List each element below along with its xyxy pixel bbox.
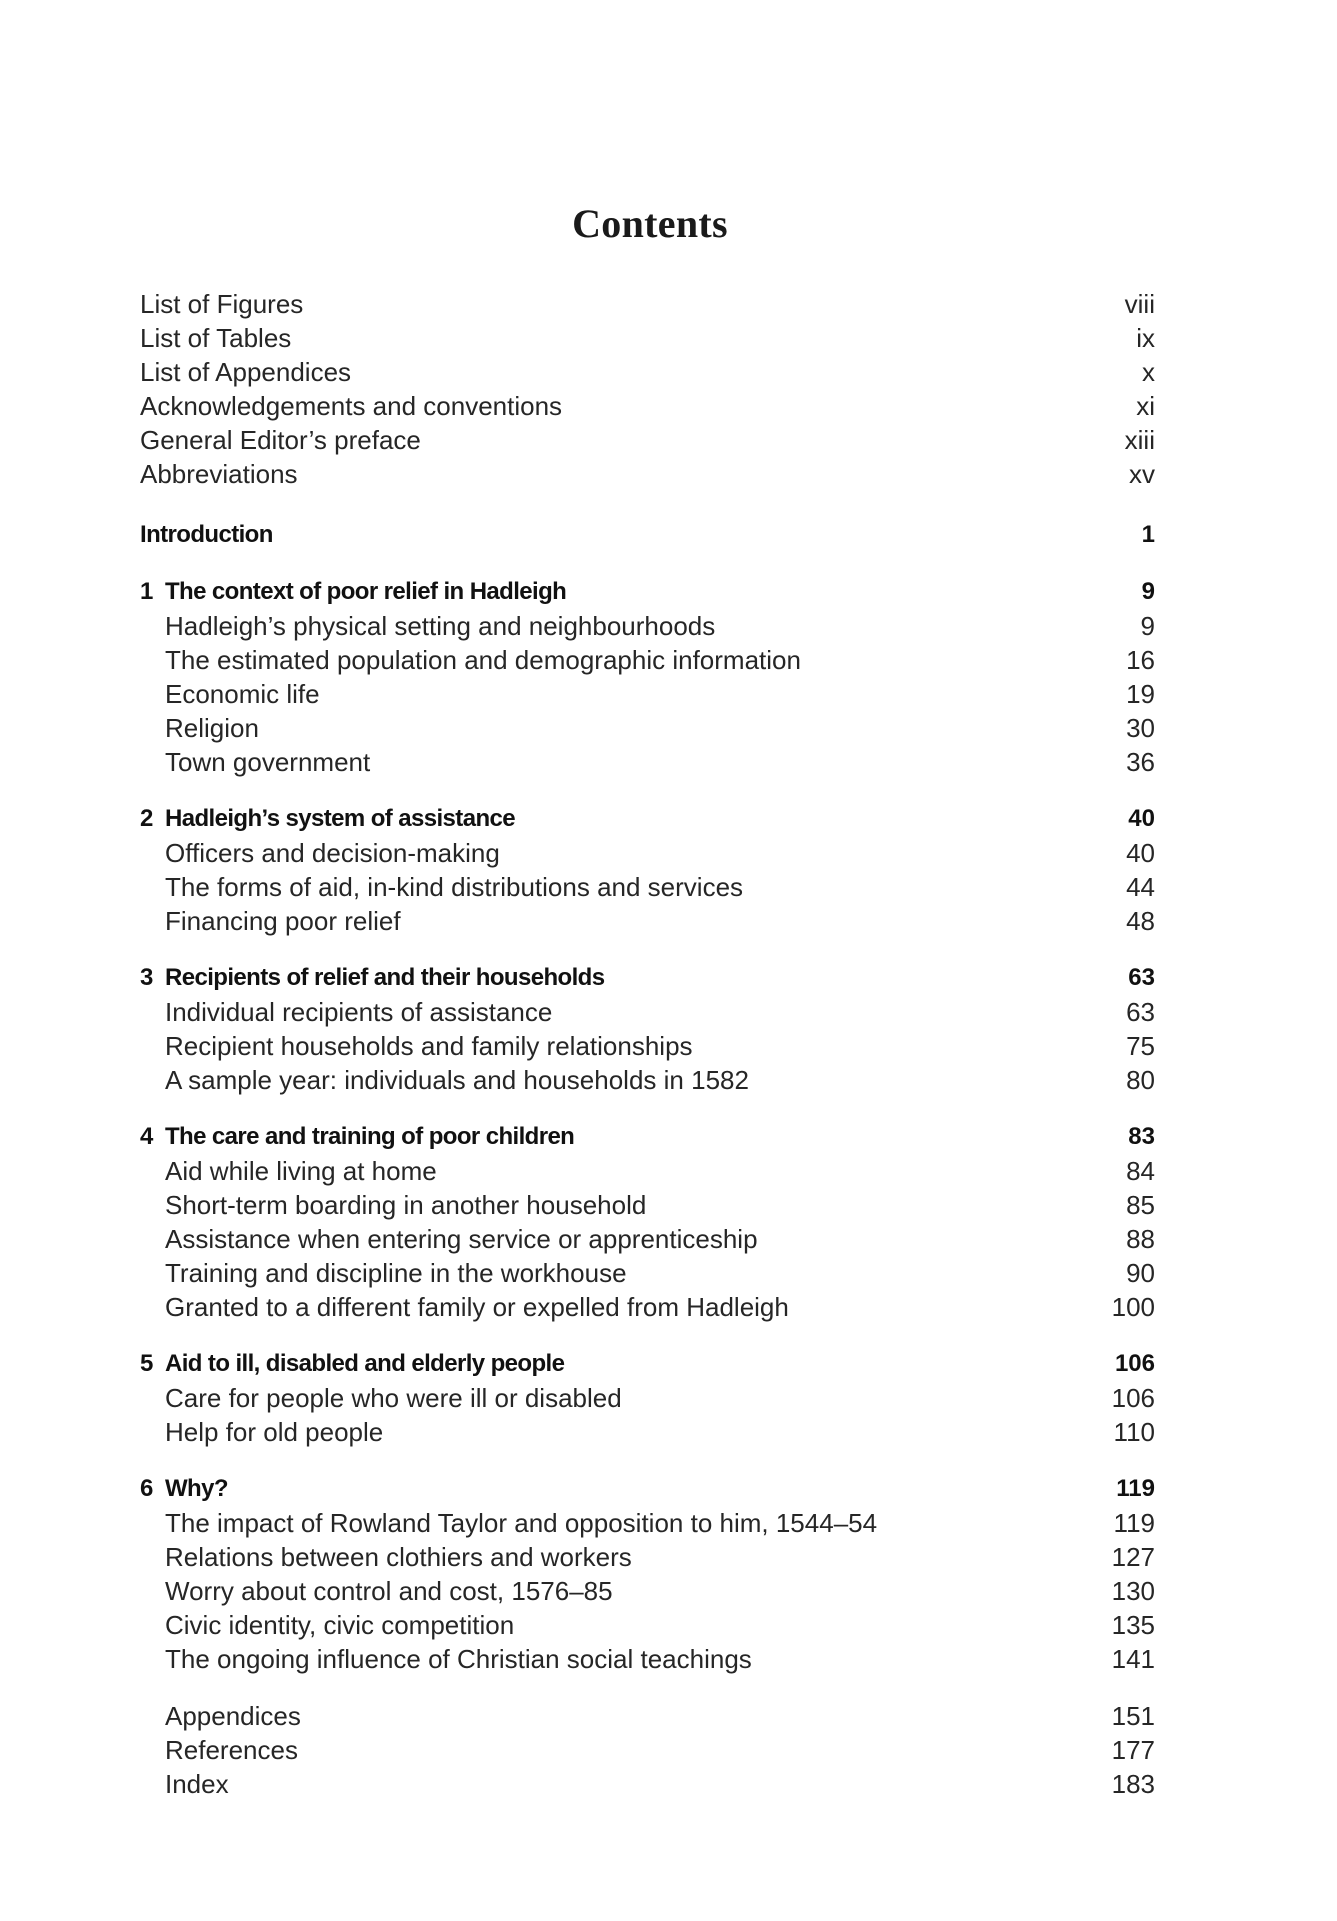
toc-section[interactable] [140, 1256, 1155, 1290]
toc-entry-label: Appendices [165, 1701, 301, 1731]
section-page: 75 [1126, 1031, 1155, 1061]
table-of-contents [140, 287, 1155, 1801]
section-title: Individual recipients of assistance [165, 997, 553, 1027]
toc-chapter-5[interactable] [140, 1347, 1155, 1381]
toc-section[interactable] [140, 677, 1155, 711]
toc-entry-label: List of Appendices [140, 357, 352, 387]
toc-entry-page: 183 [1111, 1769, 1155, 1799]
toc-section[interactable] [140, 1154, 1155, 1188]
section-title: Worry about control and cost, 1576–85 [165, 1576, 613, 1606]
section-title: Granted to a different family or expelled from Hadleigh [165, 1292, 789, 1322]
toc-section[interactable] [140, 1642, 1155, 1676]
toc-section[interactable] [140, 1222, 1155, 1256]
toc-entry-page: xv [1129, 459, 1155, 489]
chapter-title: The care and training of poor children [165, 1123, 575, 1150]
toc-entry-list-of-figures[interactable] [140, 287, 1155, 321]
toc-section[interactable] [140, 995, 1155, 1029]
chapter-number: 1 [140, 578, 153, 605]
chapter-page: 83 [1128, 1123, 1155, 1150]
section-spacer [140, 1324, 1155, 1347]
toc-section[interactable] [140, 1063, 1155, 1097]
toc-entry-appendices[interactable] [140, 1699, 1155, 1733]
chapter-number: 5 [140, 1350, 153, 1377]
toc-entry-page: 151 [1111, 1701, 1155, 1731]
toc-entry-list-of-tables[interactable] [140, 321, 1155, 355]
chapter-title: Recipients of relief and their households [165, 964, 605, 991]
section-page: 88 [1126, 1224, 1155, 1254]
toc-entry-references[interactable] [140, 1733, 1155, 1767]
chapter-number: 2 [140, 805, 153, 832]
section-title: Officers and decision-making [165, 838, 500, 868]
toc-chapter-1[interactable] [140, 575, 1155, 609]
section-page: 85 [1126, 1190, 1155, 1220]
chapter-title: Why? [165, 1475, 228, 1502]
section-page: 106 [1111, 1383, 1155, 1413]
section-page: 100 [1111, 1292, 1155, 1322]
toc-section[interactable] [140, 904, 1155, 938]
section-page: 30 [1126, 713, 1155, 743]
section-title: Civic identity, civic competition [165, 1610, 515, 1640]
section-title: Town government [165, 747, 371, 777]
section-title: Financing poor relief [165, 906, 401, 936]
chapter-page: 106 [1114, 1350, 1155, 1377]
section-title: The estimated population and demographic information [165, 645, 801, 675]
toc-section[interactable] [140, 1540, 1155, 1574]
section-page: 141 [1111, 1644, 1155, 1674]
chapter-title: Hadleigh’s system of assistance [165, 805, 516, 832]
toc-entry-label: General Editor’s preface [140, 425, 421, 455]
section-title: Assistance when entering service or apprenticeship [165, 1224, 758, 1254]
toc-entry-page: ix [1136, 323, 1155, 353]
section-title: Short-term boarding in another household [165, 1190, 647, 1220]
toc-section[interactable] [140, 745, 1155, 779]
chapter-title: Aid to ill, disabled and elderly people [165, 1350, 565, 1377]
toc-section[interactable] [140, 870, 1155, 904]
section-title: Economic life [165, 679, 320, 709]
section-spacer [140, 779, 1155, 802]
section-title: Hadleigh’s physical setting and neighbourhoods [165, 611, 716, 641]
toc-chapter-4[interactable] [140, 1120, 1155, 1154]
toc-section[interactable] [140, 1574, 1155, 1608]
toc-section[interactable] [140, 1029, 1155, 1063]
toc-entry-index[interactable] [140, 1767, 1155, 1801]
section-page: 130 [1111, 1576, 1155, 1606]
section-title: The forms of aid, in-kind distributions and services [165, 872, 744, 902]
section-spacer [140, 1449, 1155, 1472]
section-page: 80 [1126, 1065, 1155, 1095]
toc-entry-page: xiii [1124, 425, 1155, 455]
toc-entry-abbreviations[interactable] [140, 457, 1155, 491]
chapter-number: 3 [140, 964, 153, 991]
toc-section[interactable] [140, 711, 1155, 745]
toc-entry-label: List of Tables [140, 323, 292, 353]
toc-section[interactable] [140, 1506, 1155, 1540]
toc-entry-page: xi [1136, 391, 1155, 421]
toc-section[interactable] [140, 836, 1155, 870]
section-title: The impact of Rowland Taylor and opposition to him, 1544–54 [165, 1508, 878, 1538]
chapter-page: 119 [1116, 1475, 1155, 1502]
section-page: 127 [1111, 1542, 1155, 1572]
section-spacer [140, 1676, 1155, 1699]
section-page: 16 [1126, 645, 1155, 675]
toc-entry-label: List of Figures [140, 289, 304, 319]
toc-entry-label: Index [165, 1769, 229, 1799]
section-page: 19 [1126, 679, 1155, 709]
section-title: The ongoing influence of Christian social teachings [165, 1644, 752, 1674]
toc-section[interactable] [140, 1608, 1155, 1642]
toc-chapter-6[interactable] [140, 1472, 1155, 1506]
section-spacer [140, 1097, 1155, 1120]
section-page: 110 [1113, 1417, 1155, 1447]
toc-introduction[interactable] [140, 518, 1155, 552]
toc-entry-page: 177 [1111, 1735, 1155, 1765]
section-title: Training and discipline in the workhouse [165, 1258, 627, 1288]
section-page: 135 [1111, 1610, 1155, 1640]
section-title: Care for people who were ill or disabled [165, 1383, 622, 1413]
toc-section[interactable] [140, 1290, 1155, 1324]
section-spacer [140, 491, 1155, 518]
toc-chapter-3[interactable] [140, 961, 1155, 995]
section-page: 119 [1113, 1508, 1155, 1538]
toc-section[interactable] [140, 609, 1155, 643]
section-page: 63 [1126, 997, 1155, 1027]
section-title: Help for old people [165, 1417, 384, 1447]
toc-chapter-2[interactable] [140, 802, 1155, 836]
toc-section[interactable] [140, 643, 1155, 677]
toc-section[interactable] [140, 1381, 1155, 1415]
chapter-page: 63 [1128, 964, 1155, 991]
section-page: 90 [1126, 1258, 1155, 1288]
toc-section[interactable] [140, 1188, 1155, 1222]
section-title: Religion [165, 713, 259, 743]
section-page: 40 [1126, 838, 1155, 868]
chapter-page: 9 [1141, 578, 1155, 605]
toc-entry-label: Acknowledgements and conventions [140, 391, 563, 421]
toc-entry-general-editors-preface[interactable] [140, 423, 1155, 457]
section-spacer [140, 938, 1155, 961]
page-title: Contents [572, 201, 728, 246]
chapter-title: The context of poor relief in Hadleigh [165, 578, 567, 605]
section-page: 9 [1140, 611, 1155, 641]
toc-section[interactable] [140, 1415, 1155, 1449]
toc-entry-page: viii [1124, 289, 1155, 319]
chapter-page: 40 [1128, 805, 1155, 832]
toc-entry-acknowledgements[interactable] [140, 389, 1155, 423]
section-title: Aid while living at home [165, 1156, 437, 1186]
toc-entry-list-of-appendices[interactable] [140, 355, 1155, 389]
chapter-number: 4 [140, 1123, 153, 1150]
section-page: 48 [1126, 906, 1155, 936]
section-title: Relations between clothiers and workers [165, 1542, 632, 1572]
section-page: 84 [1126, 1156, 1155, 1186]
section-spacer [140, 552, 1155, 575]
toc-entry-page: x [1142, 357, 1155, 387]
toc-entry-label: Abbreviations [140, 459, 298, 489]
chapter-title: Introduction [140, 521, 273, 548]
section-title: Recipient households and family relationships [165, 1031, 693, 1061]
section-page: 44 [1126, 872, 1155, 902]
section-title: A sample year: individuals and households in 1582 [165, 1065, 749, 1095]
section-page: 36 [1126, 747, 1155, 777]
toc-entry-label: References [165, 1735, 298, 1765]
chapter-number: 6 [140, 1475, 153, 1502]
chapter-page: 1 [1141, 521, 1155, 548]
